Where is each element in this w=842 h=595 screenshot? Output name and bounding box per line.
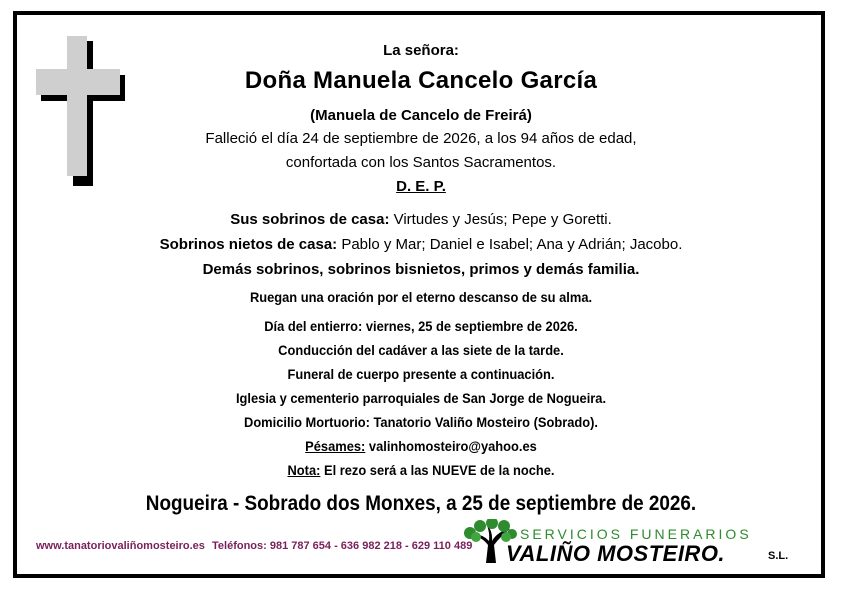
note-label: Nota: — [287, 462, 321, 478]
funeral-line: Funeral de cuerpo presente a continuación. — [287, 366, 555, 382]
family-line-3: Demás sobrinos, sobrinos bisnietos, primos y demás familia. — [202, 261, 640, 278]
family-line-2-value: Pablo y Mar; Daniel e Isabel; Ana y Adrián; Jacobo. — [337, 236, 683, 253]
deceased-name: Doña Manuela Cancelo García — [244, 67, 598, 94]
condolences-line — [34, 439, 809, 453]
condolences-email[interactable]: valinhomosteiro@yahoo.es — [365, 438, 537, 454]
sacraments-line: confortada con los Santos Sacramentos. — [285, 154, 557, 171]
church-line: Iglesia y cementerio parroquiales de San Jorge de Nogueira. — [235, 390, 607, 406]
note-value: El rezo será a las NUEVE de la noche. — [320, 462, 555, 478]
family-line-1 — [0, 212, 842, 227]
phone-numbers: Teléfonos: 981 787 654 - 636 982 218 - 629 110 489 — [212, 540, 473, 552]
family-line-2-label: Sobrinos nietos de casa: — [159, 236, 338, 253]
family-line-1-label: Sus sobrinos de casa: — [230, 211, 390, 228]
family-line-2 — [0, 237, 842, 252]
logo-suffix: S.L. — [768, 550, 789, 562]
burial-day: Día del entierro: viernes, 25 de septiembre de 2026. — [264, 318, 578, 334]
intro-text: La señora: — [383, 42, 459, 59]
logo-name: VALIÑO MOSTEIRO. — [506, 541, 726, 566]
logo-subtitle: SERVICIOS FUNERARIOS — [520, 526, 752, 542]
rip-text: D. E. P. — [396, 178, 446, 195]
prayer-line: Ruegan una oración por el eterno descanso de su alma. — [249, 289, 593, 305]
family-line-1-value: Virtudes y Jesús; Pepe y Goretti. — [389, 211, 612, 228]
conduction-line: Conducción del cadáver a las siete de la tarde. — [278, 342, 564, 358]
website-link[interactable]: www.tanatoriovaliñomosteiro.es — [36, 540, 205, 552]
condolences-label: Pésames: — [305, 438, 366, 454]
note-line — [34, 463, 809, 477]
home-line: Domicilio Mortuorio: Tanatorio Valiño Mosteiro (Sobrado). — [244, 414, 598, 430]
place-date: Nogueira - Sobrado dos Monxes, a 25 de septiembre de 2026. — [145, 492, 697, 515]
deceased-alias: (Manuela de Cancelo de Freirá) — [310, 107, 532, 124]
death-line: Falleció el día 24 de septiembre de 2026, a los 94 años de edad, — [205, 130, 637, 147]
